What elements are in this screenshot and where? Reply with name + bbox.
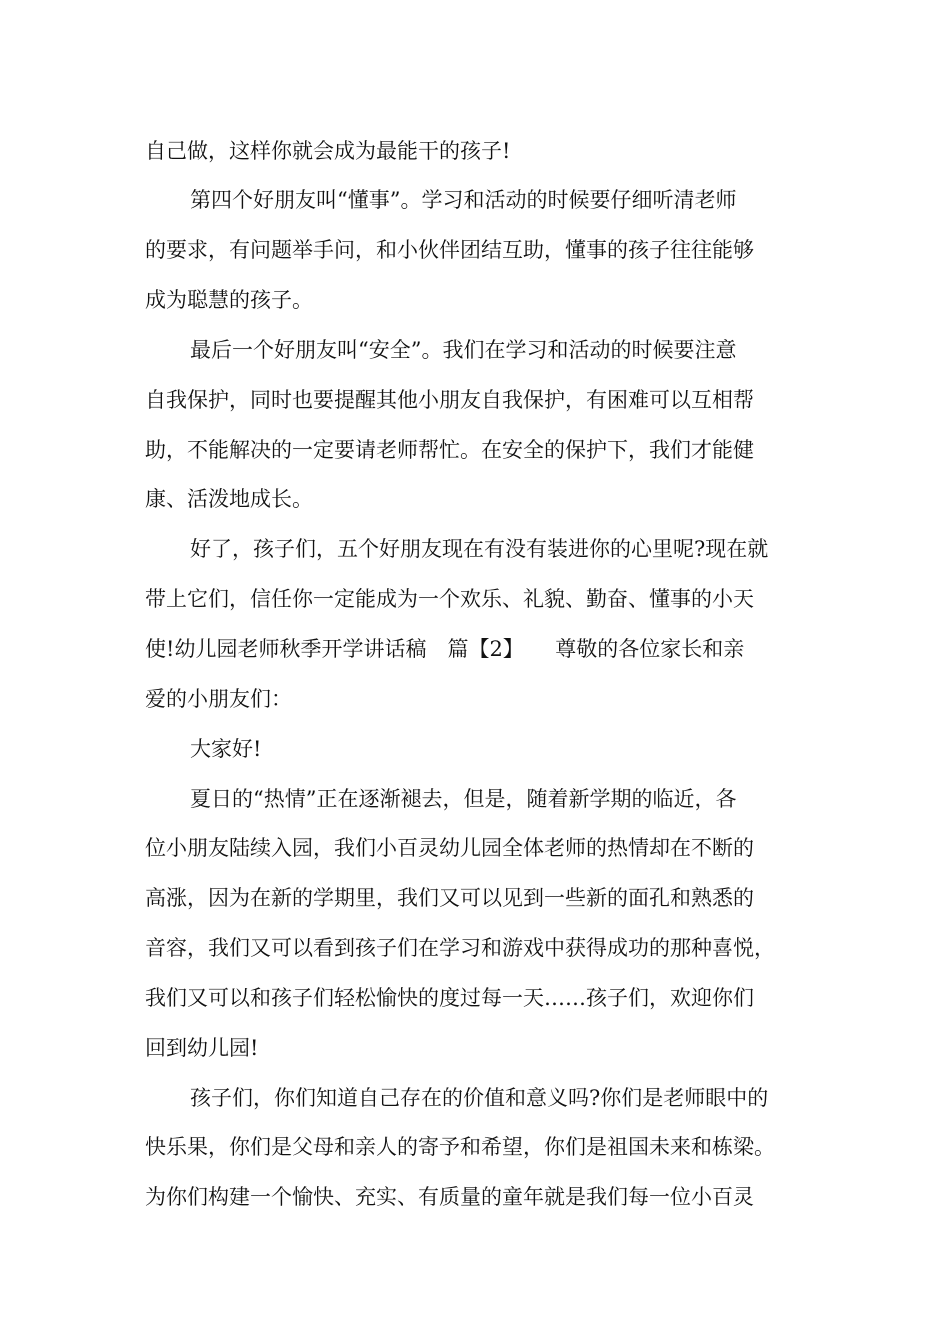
text-line: 位小朋友陆续入园，我们小百灵幼儿园全体老师的热情却在不断的: [145, 836, 754, 860]
text-line: 我们又可以和孩子们轻松愉快的度过每一天……孩子们，欢迎你们: [145, 986, 754, 1010]
text-line: 自我保护，同时也要提醒其他小朋友自我保护，有困难可以互相帮: [145, 388, 754, 412]
text-line: 高涨，因为在新的学期里，我们又可以见到一些新的面孔和熟悉的: [145, 886, 754, 910]
text-line: 好了，孩子们，五个好朋友现在有没有装进你的心里呢?现在就: [190, 537, 769, 561]
text-line: 爱的小朋友们：: [145, 687, 292, 711]
text-line: 第四个好朋友叫“懂事”。学习和活动的时候要仔细听清老师: [190, 188, 737, 212]
text-line: 康、活泼地成长。: [145, 487, 313, 511]
text-line: 使!幼儿园老师秋季开学讲话稿 篇【2】 尊敬的各位家长和亲: [145, 637, 745, 661]
text-line: 成为聪慧的孩子。: [145, 288, 313, 312]
text-line: 夏日的“热情”正在逐渐褪去，但是，随着新学期的临近，各: [190, 787, 737, 811]
text-line: 最后一个好朋友叫“安全”。我们在学习和活动的时候要注意: [190, 338, 737, 362]
text-line: 孩子们，你们知道自己存在的价值和意义吗?你们是老师眼中的: [190, 1086, 769, 1110]
text-line: 快乐果，你们是父母和亲人的寄予和希望，你们是祖国未来和栋梁。: [145, 1135, 775, 1159]
text-line: 带上它们，信任你一定能成为一个欢乐、礼貌、勤奋、懂事的小天: [145, 587, 754, 611]
text-line: 回到幼儿园!: [145, 1036, 259, 1060]
text-line: 为你们构建一个愉快、充实、有质量的童年就是我们每一位小百灵: [145, 1185, 754, 1209]
text-line: 自己做，这样你就会成为最能干的孩子!: [145, 139, 511, 163]
text-line: 助，不能解决的一定要请老师帮忙。在安全的保护下，我们才能健: [145, 438, 754, 462]
text-line: 音容，我们又可以看到孩子们在学习和游戏中获得成功的那种喜悦，: [145, 936, 775, 960]
text-line: 大家好!: [190, 737, 262, 761]
text-line: 的要求，有问题举手问，和小伙伴团结互助，懂事的孩子往往能够: [145, 238, 754, 262]
